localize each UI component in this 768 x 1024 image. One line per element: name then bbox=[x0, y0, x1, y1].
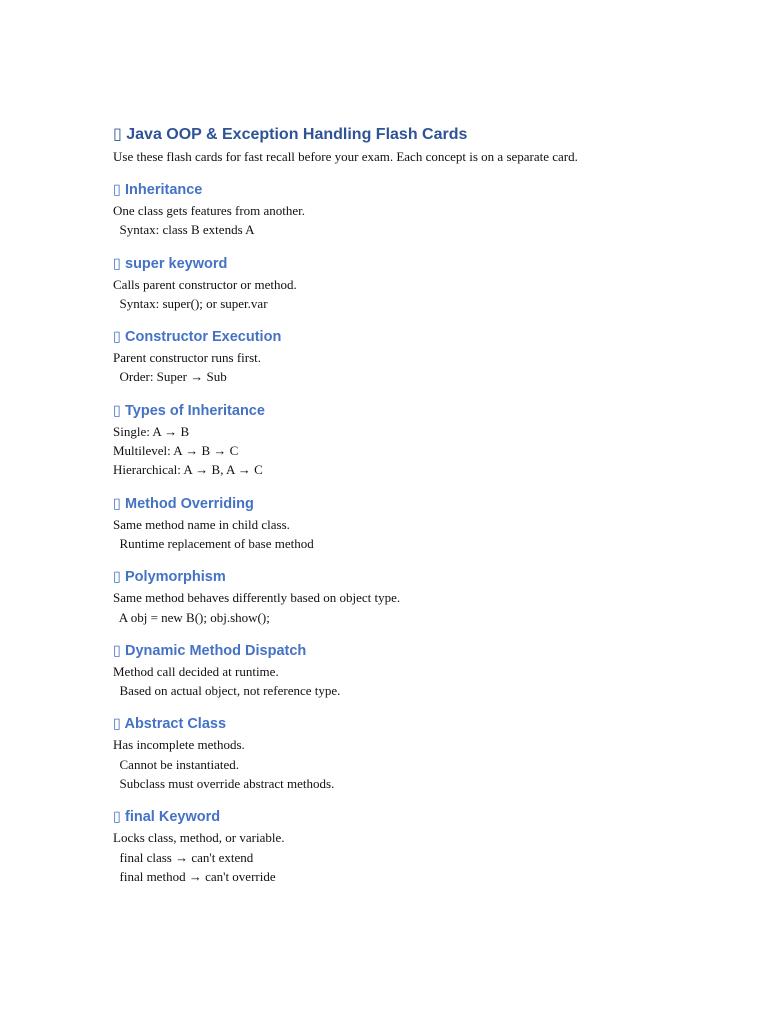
flash-card-abstract-class bbox=[113, 714, 713, 793]
card-line: Method call decided at runtime. bbox=[113, 663, 279, 679]
card-line: Locks class, method, or variable. bbox=[113, 830, 285, 846]
card-line: Same method name in child class. bbox=[113, 516, 290, 532]
card-line: Cannot be instantiated. bbox=[113, 756, 240, 772]
card-line: Hierarchical: A → B, A → C bbox=[113, 462, 263, 478]
flash-card-final-keyword bbox=[113, 807, 713, 886]
card-line: One class gets features from another. bbox=[113, 203, 306, 218]
card-line: Parent constructor runs first. bbox=[113, 350, 262, 366]
card-line: Order: Super → Sub bbox=[113, 369, 227, 385]
card-line: Same method behaves differently based on object type. bbox=[113, 590, 401, 606]
card-line: Single: A → B bbox=[113, 423, 190, 439]
card-line: Syntax: super(); or super.var bbox=[113, 295, 268, 311]
card-line: final class → can't extend bbox=[113, 849, 254, 865]
card-line: Based on actual object, not reference type. bbox=[113, 683, 341, 699]
card-line: Subclass must override abstract methods. bbox=[113, 776, 335, 792]
flash-card-dynamic-method-dispatch bbox=[113, 641, 713, 701]
card-title: ▯ Polymorphism bbox=[113, 569, 226, 586]
card-title: ▯ final Keyword bbox=[113, 809, 221, 826]
card-line: Has incomplete methods. bbox=[113, 737, 245, 753]
card-line: final method → can't override bbox=[113, 868, 276, 884]
card-title: ▯ Abstract Class bbox=[113, 716, 227, 733]
flash-card-super-keyword bbox=[113, 254, 713, 314]
flash-card-constructor-execution bbox=[113, 327, 713, 387]
card-title: ▯ super keyword bbox=[113, 255, 228, 272]
document-intro: Use these flash cards for fast recall before your exam. Each concept is on a separate card. bbox=[113, 149, 578, 164]
document-page bbox=[113, 124, 713, 886]
card-line: Runtime replacement of base method bbox=[113, 535, 314, 551]
card-line: Calls parent constructor or method. bbox=[113, 276, 297, 292]
document-title: ▯ Java OOP & Exception Handling Flash Cards bbox=[113, 126, 468, 143]
flash-card-method-overriding bbox=[113, 494, 713, 554]
card-title: ▯ Inheritance bbox=[113, 182, 203, 198]
card-line: Multilevel: A → B → C bbox=[113, 443, 239, 459]
flash-card-polymorphism bbox=[113, 567, 713, 627]
flash-card-types-of-inheritance bbox=[113, 401, 713, 480]
card-title: ▯ Constructor Execution bbox=[113, 329, 282, 346]
card-line: Syntax: class B extends A bbox=[113, 222, 255, 238]
card-title: ▯ Types of Inheritance bbox=[113, 402, 265, 419]
card-line: A obj = new B(); obj.show(); bbox=[113, 609, 270, 625]
flash-card-inheritance bbox=[113, 180, 713, 240]
card-title: ▯ Method Overriding bbox=[113, 495, 254, 512]
card-title: ▯ Dynamic Method Dispatch bbox=[113, 642, 307, 659]
